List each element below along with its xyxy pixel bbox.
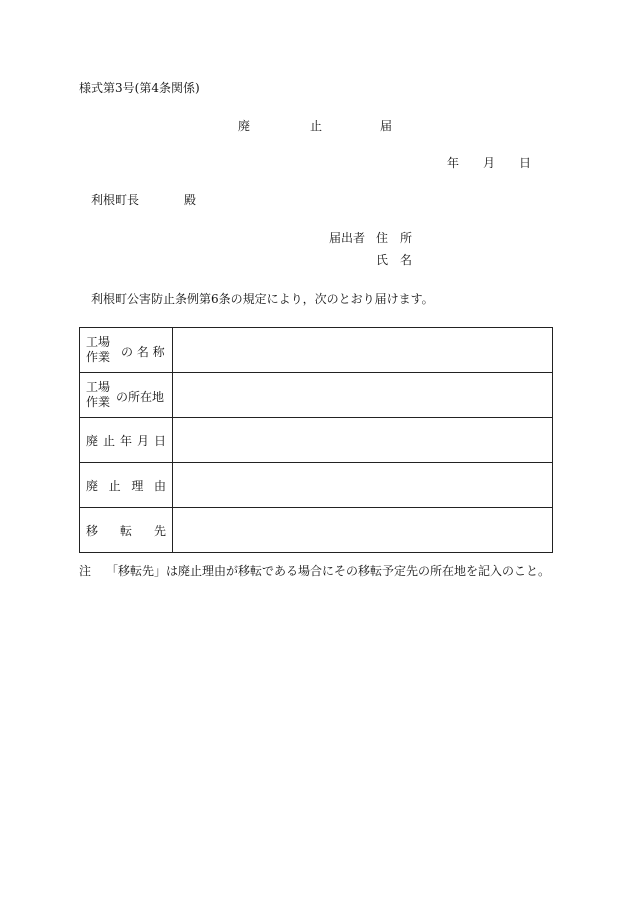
relocation-label: 移 転 先 [86, 523, 166, 538]
table-row [80, 328, 553, 373]
factory-work-label: 工場 作業 [86, 380, 111, 409]
name-label: 氏 名 [376, 253, 413, 267]
facility-name-field[interactable] [173, 328, 553, 373]
date-year: 年 [447, 156, 460, 170]
title-char: 廃 [238, 119, 251, 133]
applicant-label: 届出者 [329, 231, 366, 245]
date-month: 月 [483, 156, 496, 170]
label-cell [80, 418, 173, 463]
notification-table [79, 327, 553, 553]
form-number: 様式第3号(第4条関係) [79, 81, 200, 95]
label-cell [80, 373, 173, 418]
abolition-date-field[interactable] [173, 418, 553, 463]
table-row [80, 373, 553, 418]
facility-location-suffix: の所在地 [116, 390, 165, 404]
honorific: 殿 [184, 193, 197, 207]
title-char: 止 [310, 119, 323, 133]
addressee: 利根町長 [91, 193, 140, 207]
abolition-date-label: 廃 止 年 月 日 [86, 433, 166, 448]
address-label: 住 所 [376, 231, 413, 245]
date-day: 日 [519, 156, 532, 170]
abolition-reason-field[interactable] [173, 463, 553, 508]
document-title [238, 119, 392, 133]
label-cell [80, 328, 173, 373]
table-row [80, 508, 553, 553]
facility-name-suffix: の 名 称 [121, 345, 165, 359]
label-cell [80, 463, 173, 508]
table-row [80, 418, 553, 463]
note-text: 「移転先」は廃止理由が移転である場合にその移転予定先の所在地を記入のこと。 [106, 564, 551, 578]
facility-location-field[interactable] [173, 373, 553, 418]
title-char: 届 [380, 119, 393, 133]
date-line [447, 156, 531, 170]
note-label: 注 [79, 564, 92, 578]
label-cell [80, 508, 173, 553]
table-row [80, 463, 553, 508]
factory-work-label: 工場 作業 [86, 335, 111, 364]
relocation-field[interactable] [173, 508, 553, 553]
statement: 利根町公害防止条例第6条の規定により，次のとおり届けます。 [91, 292, 434, 306]
abolition-reason-label: 廃 止 理 由 [86, 478, 166, 493]
